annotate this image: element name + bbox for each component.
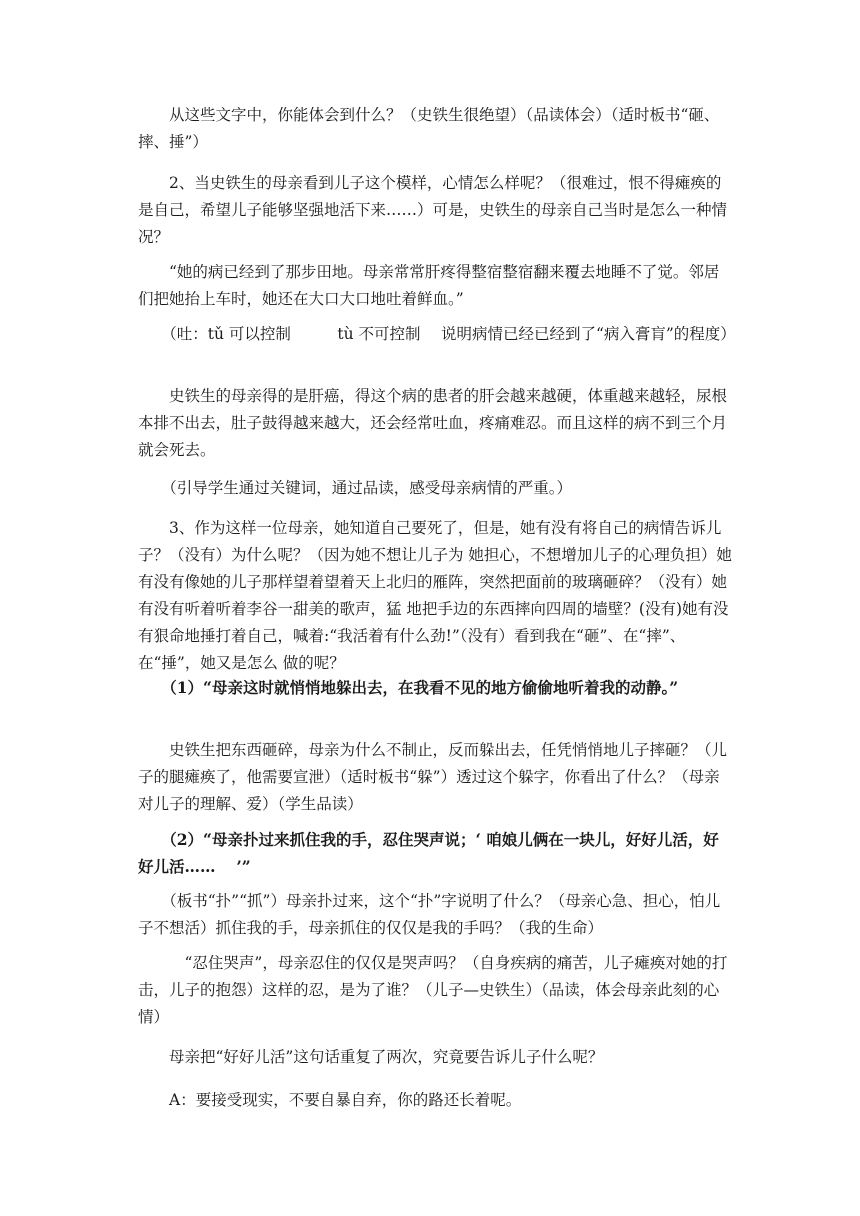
paragraph-mother-feeling: 2、当史铁生的母亲看到儿子这个模样，心情怎么样呢？（很难过，恨不得瘫痪的是自己，希望儿子能够坚强地活下来……）可是，史铁生的母亲自己当时是怎么一种情况？: [138, 174, 728, 246]
paragraph-guide-students: （引导学生通过关键词，通过品读，感受母亲病情的严重。）: [138, 479, 573, 497]
paragraph-answer-a: A：要接受现实，不要自暴自弃，你的路还长着呢。: [138, 1091, 522, 1109]
paragraph-quote-live-well: （2）“母亲扑过来抓住我的手，忍住哭声说；‘ 咱娘儿俩在一块儿，好好儿活，好好儿活…… ’”: [138, 830, 719, 876]
paragraph-hiding-analysis: 史铁生把东西砸碎，母亲为什么不制止，反而躲出去，任凭悄悄地儿子摔砸？（儿子的腿瘫痪了，他需要宣泄）（适时板书“躲”）透过这个躲字，你看出了什么？（母亲对儿子的理解、爱）（学生品读）: [138, 741, 728, 813]
paragraph-pronunciation-note: （吐：tǔ 可以控制 tù 不可控制 说明病情已经已经到了“病入膏肓”的程度）: [138, 325, 736, 343]
paragraph-repeat-question: 母亲把“好好儿活”这句话重复了两次，究竟要告诉儿子什么呢？: [138, 1048, 604, 1066]
paragraph-pounce-analysis: （板书“扑”“抓”）母亲扑过来，这个“扑”字说明了什么？（母亲心急、担心，怕儿子不想活）抓住我的手，母亲抓住的仅仅是我的手吗？（我的生命）: [138, 892, 721, 937]
paragraph-liver-cancer: 史铁生的母亲得的是肝癌，得这个病的患者的肝会越来越硬，体重越来越轻，尿根本排不出去，肚子鼓得越来越大，还会经常吐血，疼痛难忍。而且这样的病不到三个月就会死去。: [138, 387, 728, 459]
paragraph-reflection-question: 从这些文字中，你能体会到什么？（史铁生很绝望）（品读体会）（适时板书“砸、摔、捶”）: [138, 106, 720, 151]
paragraph-mother-choices: 3、作为这样一位母亲，她知道自己要死了，但是，她有没有将自己的病情告诉儿子？（没有）为什么呢？（因为她不想让儿子为 她担心，不想增加儿子的心理负担）她有没有像她的儿子那样望着望着天上北归的雁阵，突然把面前的玻璃砸碎？（没有）她有没有听着听着李谷一甜美的歌声，猛 地把手边的东西摔向四周的墙壁？(没有)她有没有狠命地捶打着自己，喊着:“我活着有什么劲!”（没有）看到我在“砸”、在“摔”、在“捶”，她又是怎么 做的呢？: [138, 519, 732, 672]
paragraph-quote-illness: “她的病已经到了那步田地。母亲常常肝疼得整宿整宿翻来覆去地睡不了觉。邻居们把她抬上车时，她还在大口大口地吐着鲜血。”: [138, 263, 720, 308]
paragraph-quote-hiding: （1）“母亲这时就悄悄地躲出去，在我看不见的地方偷偷地听着我的动静。”: [138, 678, 679, 697]
paragraph-hold-back-tears: “忍住哭声”，母亲忍住的仅仅是哭声吗？（自身疾病的痛苦，儿子瘫痪对她的打击，儿子的抱怨）这样的忍，是为了谁？（儿子—史铁生）（品读，体会母亲此刻的心情）: [138, 954, 728, 1026]
